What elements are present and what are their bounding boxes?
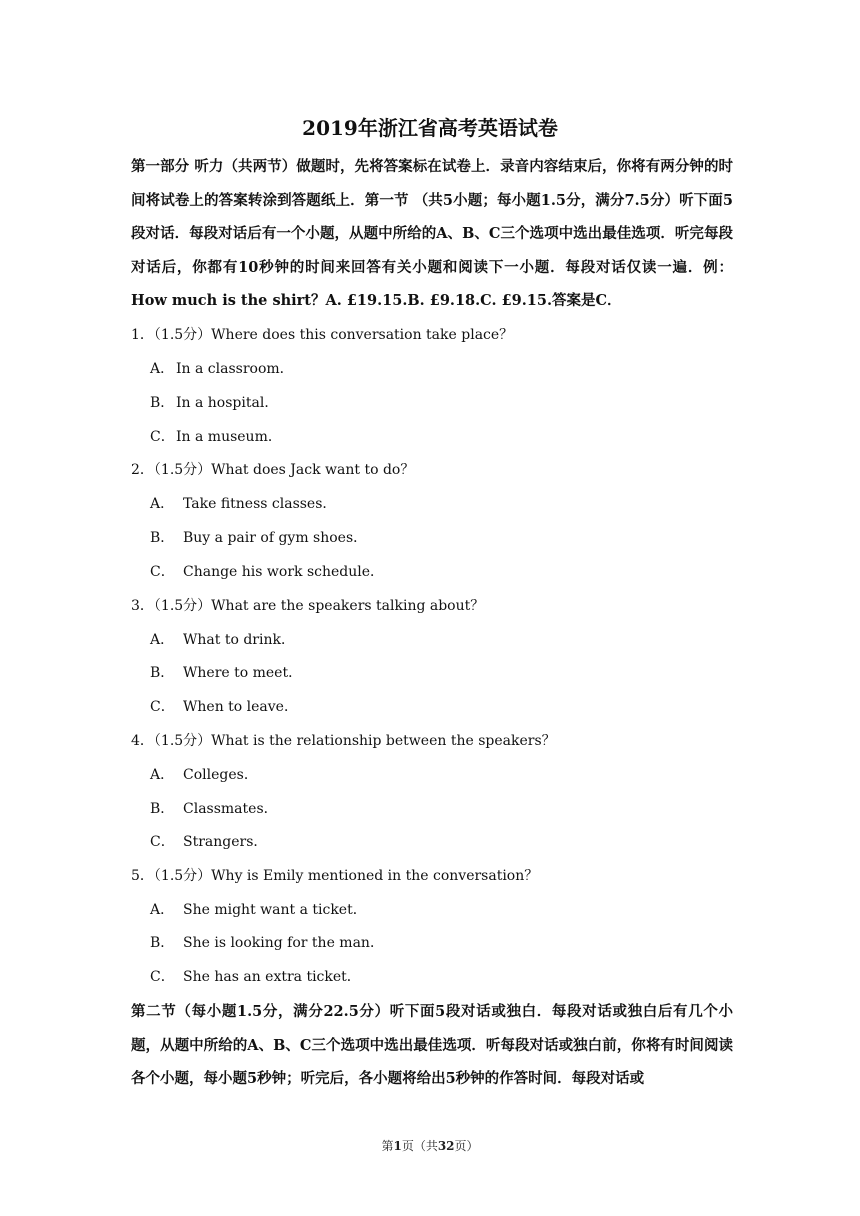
option-text: Change his work schedule．	[183, 564, 385, 580]
option-text: In a museum．	[176, 429, 282, 445]
footer-total-pages: 32	[437, 1139, 455, 1153]
question-1-option-a	[150, 359, 294, 379]
footer-suffix: 页）	[454, 1139, 479, 1153]
question-3-option-c	[150, 697, 298, 717]
option-text: In a hospital．	[176, 395, 279, 411]
page-footer	[0, 1138, 860, 1154]
question-4-option-a	[150, 765, 258, 785]
question-4-option-b	[150, 799, 278, 819]
question-5-option-c	[150, 967, 361, 987]
option-text: Where to meet．	[183, 665, 303, 681]
option-letter: C．	[150, 699, 175, 715]
page-title: 2019年浙江省高考英语试卷	[302, 116, 558, 140]
option-text: Buy a pair of gym shoes．	[183, 530, 368, 546]
option-letter: B．	[150, 530, 175, 546]
option-letter: B．	[150, 665, 175, 681]
option-letter: B．	[150, 801, 175, 817]
question-3-option-a	[150, 630, 295, 650]
option-letter: A．	[150, 632, 175, 648]
option-text: What to drink．	[183, 632, 295, 648]
option-letter: C．	[150, 429, 175, 445]
question-1: 1．（1.5分）Where does this conversation take place？	[131, 327, 514, 343]
question-2-option-b	[150, 528, 367, 548]
option-text: She has an extra ticket．	[183, 969, 361, 985]
option-text: Take fitness classes．	[183, 496, 337, 512]
option-letter: B．	[150, 935, 175, 951]
question-1-option-b	[150, 393, 278, 413]
part-one-instructions: 第一部分 听力（共两节）做题时，先将答案标在试卷上．录音内容结束后，你将有两分钟的时间将试卷上的答案转涂到答题纸上．第一节 （共5小题；每小题1.5分，满分7.5分）听下面5段对话．每段对话后有一个小题，从题中所给的A、B、C三个选项中选出最佳选项．听完每段对话后，你都有10秒钟的时间来回答有关小题和阅读下一小题．每段对话仅读一遍．例：How much is the shirt？A. £19.15.B. £9.18.C. £9.15.答案是C．	[131, 158, 733, 309]
question-5-option-a	[150, 900, 367, 920]
question-3-option-b	[150, 663, 302, 683]
option-letter: A．	[150, 361, 175, 377]
footer-middle: 页（共	[401, 1139, 438, 1153]
question-2-option-a	[150, 494, 336, 514]
option-text: When to leave．	[183, 699, 298, 715]
option-letter: C．	[150, 564, 175, 580]
option-text: Strangers．	[183, 834, 268, 850]
question-1-option-c	[150, 427, 282, 447]
option-text: Classmates．	[183, 801, 278, 817]
footer-page-number: 1	[393, 1139, 402, 1153]
option-letter: C．	[150, 969, 175, 985]
option-letter: C．	[150, 834, 175, 850]
option-text: She might want a ticket．	[183, 902, 367, 918]
option-text: In a classroom．	[176, 361, 294, 377]
question-5: 5．（1.5分）Why is Emily mentioned in the conversation？	[131, 868, 539, 884]
option-letter: A．	[150, 767, 175, 783]
option-text: She is looking for the man．	[183, 935, 384, 951]
option-letter: A．	[150, 496, 175, 512]
question-2: 2．（1.5分）What does Jack want to do？	[131, 462, 415, 478]
option-letter: A．	[150, 902, 175, 918]
question-4-option-c	[150, 832, 267, 852]
footer-prefix: 第	[381, 1139, 394, 1153]
option-text: Colleges．	[183, 767, 258, 783]
question-3: 3．（1.5分）What are the speakers talking about？	[131, 598, 485, 614]
section-two-instructions: 第二节（每小题1.5分，满分22.5分）听下面5段对话或独白．每段对话或独白后有几个小题，从题中所给的A、B、C三个选项中选出最佳选项．听每段对话或独白前，你将有时间阅读各个小题，每小题5秒钟；听完后，各小题将给出5秒钟的作答时间．每段对话或	[131, 1003, 733, 1088]
option-letter: B．	[150, 395, 175, 411]
question-5-option-b	[150, 933, 384, 953]
question-4: 4．（1.5分）What is the relationship between the speakers？	[131, 733, 556, 749]
question-2-option-c	[150, 562, 384, 582]
